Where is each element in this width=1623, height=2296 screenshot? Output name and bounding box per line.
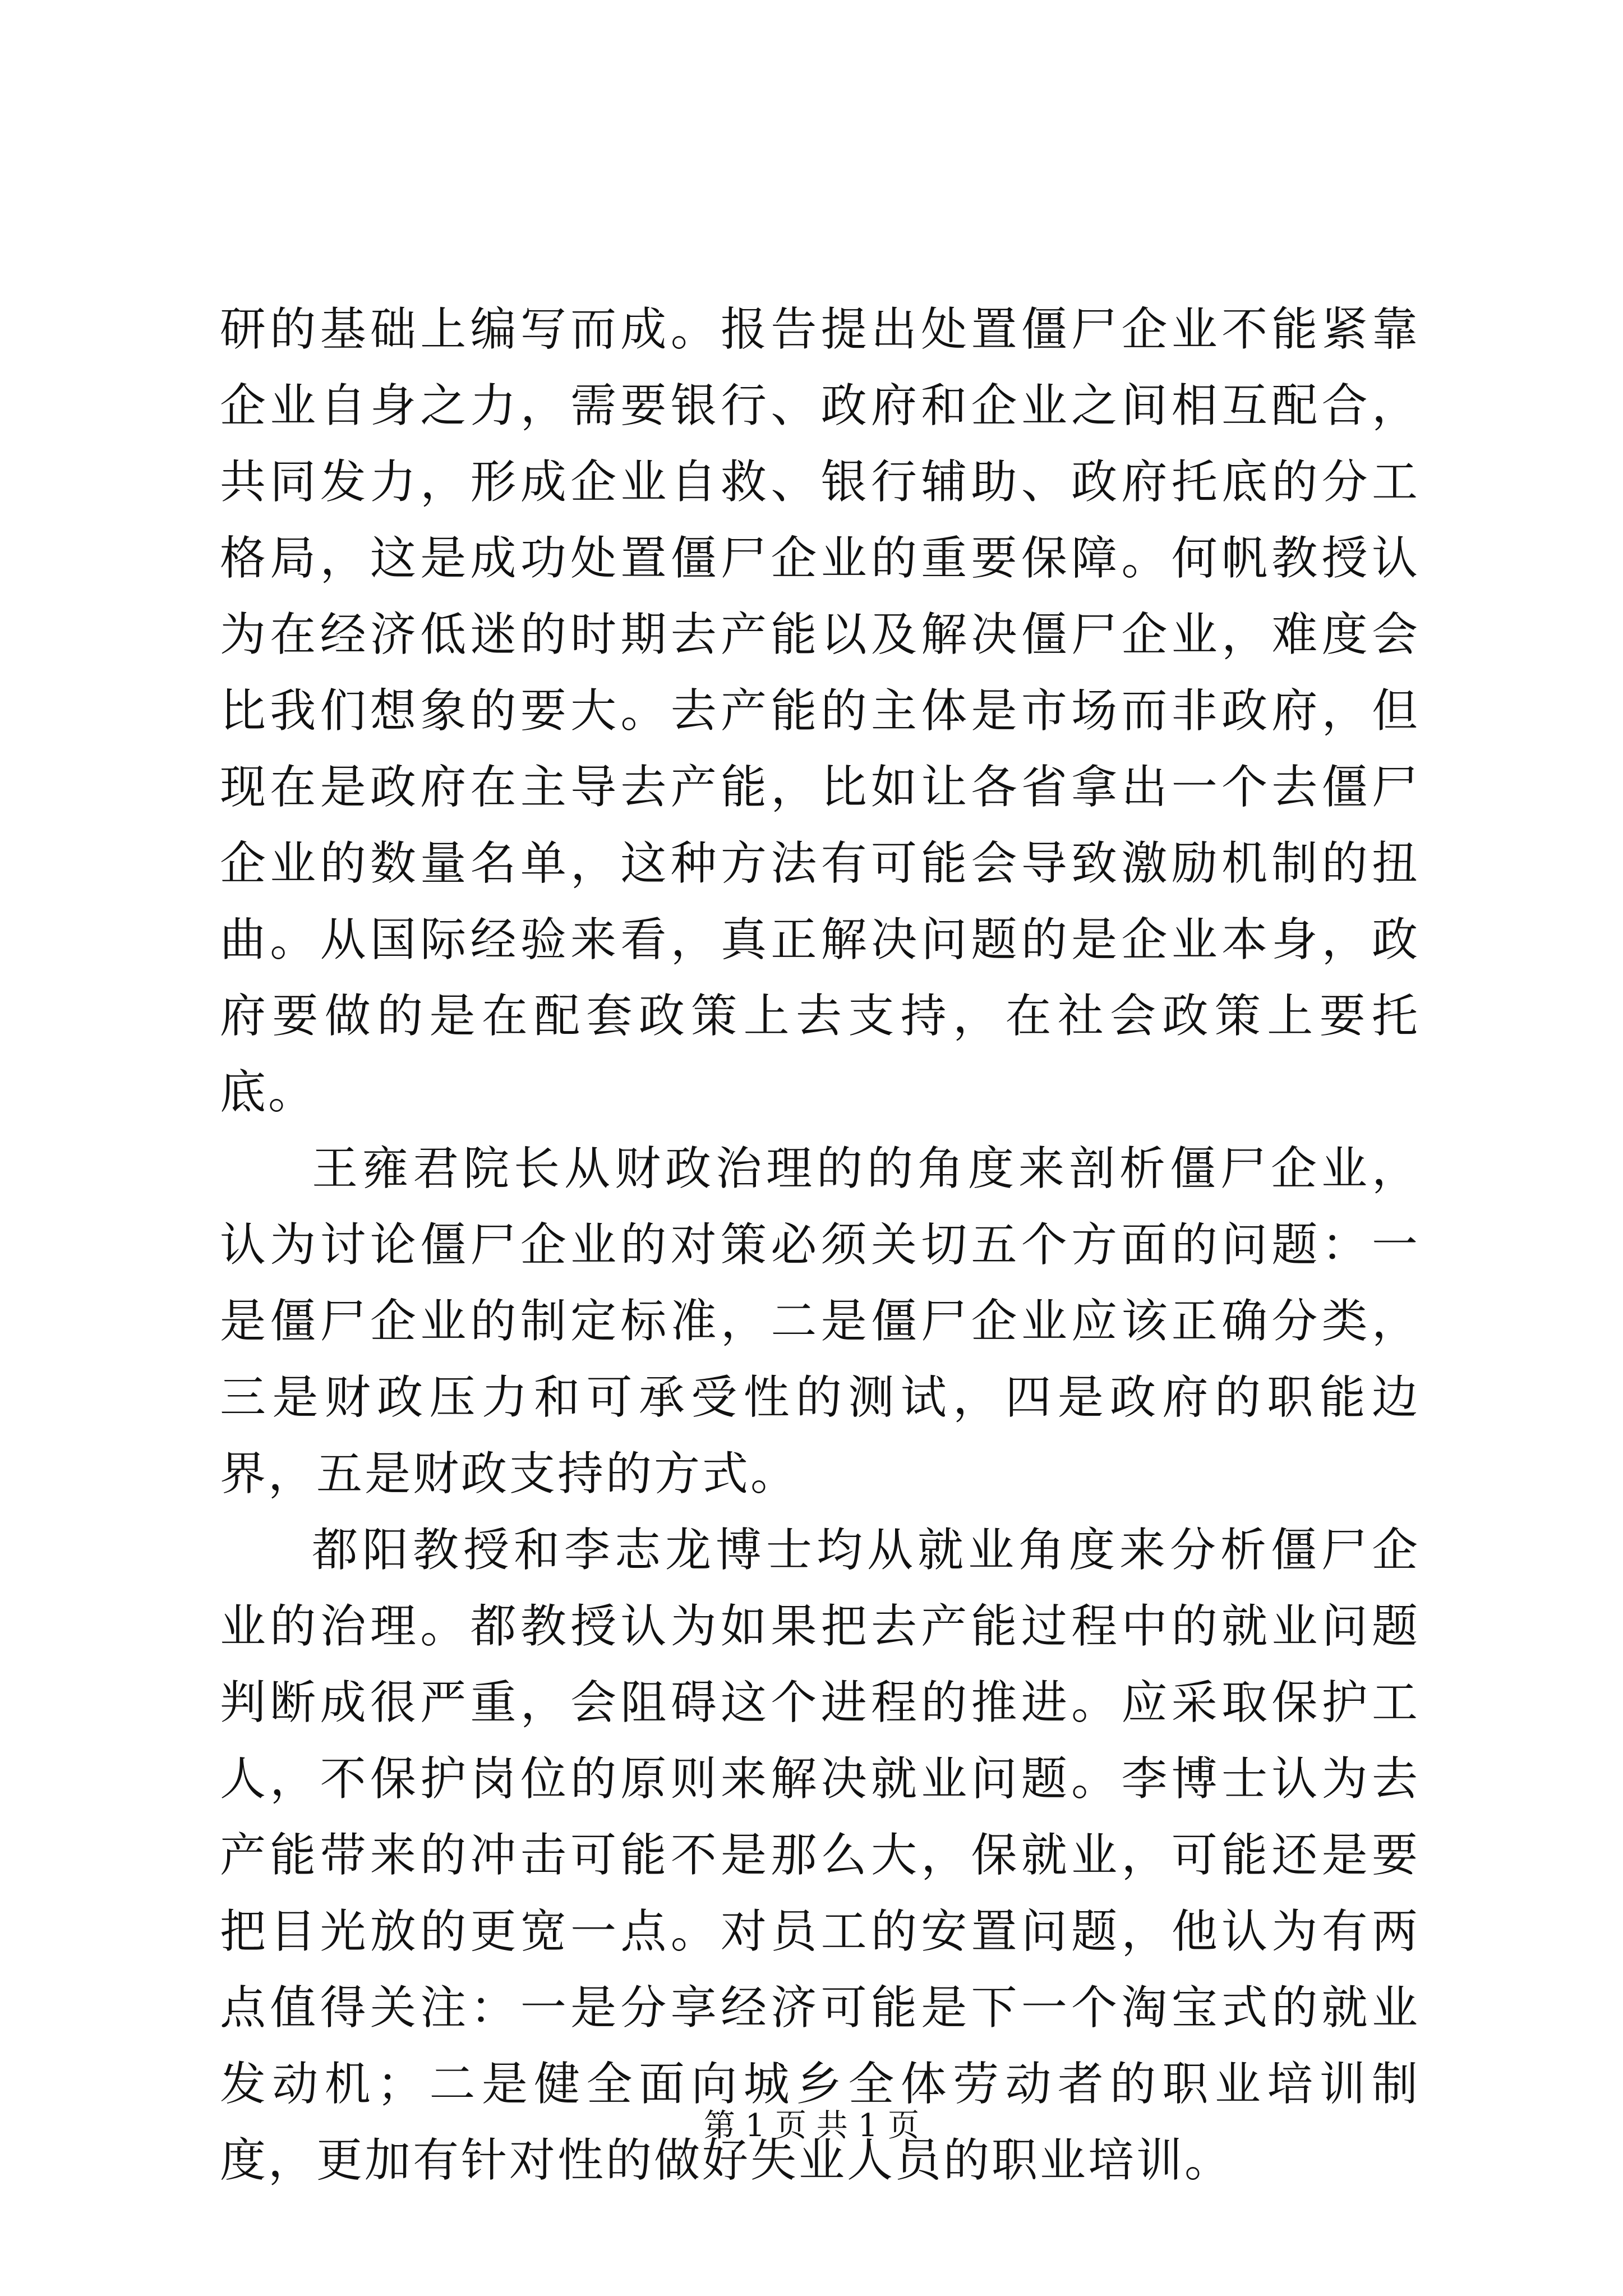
page-footer: 第 1 页 共 1 页 (703, 2108, 920, 2144)
paragraph-wang-yongjun: 王雍君院长从财政治理的的角度来剖析僵尸企业，认为讨论僵尸企业的对策必须关切五个方面的问题：一是僵尸企业的制定标准，二是僵尸企业应该正确分类，三是财政压力和可承受性的测试，四是政府的职能边界，五是财政支持的方式。 (220, 1142, 1420, 1501)
document-body (220, 292, 1420, 2199)
paragraph-du-yang-li-zhilong: 都阳教授和李志龙博士均从就业角度来分析僵尸企业的治理。都教授认为如果把去产能过程中的就业问题判断成很严重，会阻碍这个进程的推进。应采取保护工人，不保护岗位的原则来解决就业问题。李博士认为去产能带来的冲击可能不是那么大，保就业，可能还是要把目光放的更宽一点。对员工的安置问题，他认为有两点值得关注：一是分享经济可能是下一个淘宝式的就业发动机；二是健全面向城乡全体劳动者的职业培训制度，更加有针对性的做好失业人员的职业培训。 (220, 1524, 1420, 2187)
paragraph-continuation: 研的基础上编写而成。报告提出处置僵尸企业不能紧靠企业自身之力，需要银行、政府和企业之间相互配合，共同发力，形成企业自救、银行辅助、政府托底的分工格局，这是成功处置僵尸企业的重要保障。何帆教授认为在经济低迷的时期去产能以及解决僵尸企业，难度会比我们想象的要大。去产能的主体是市场而非政府，但现在是政府在主导去产能，比如让各省拿出一个去僵尸企业的数量名单，这种方法有可能会导致激励机制的扭曲。从国际经验来看，真正解决问题的是企业本身，政府要做的是在配套政策上去支持，在社会政策上要托底。 (220, 303, 1420, 1119)
